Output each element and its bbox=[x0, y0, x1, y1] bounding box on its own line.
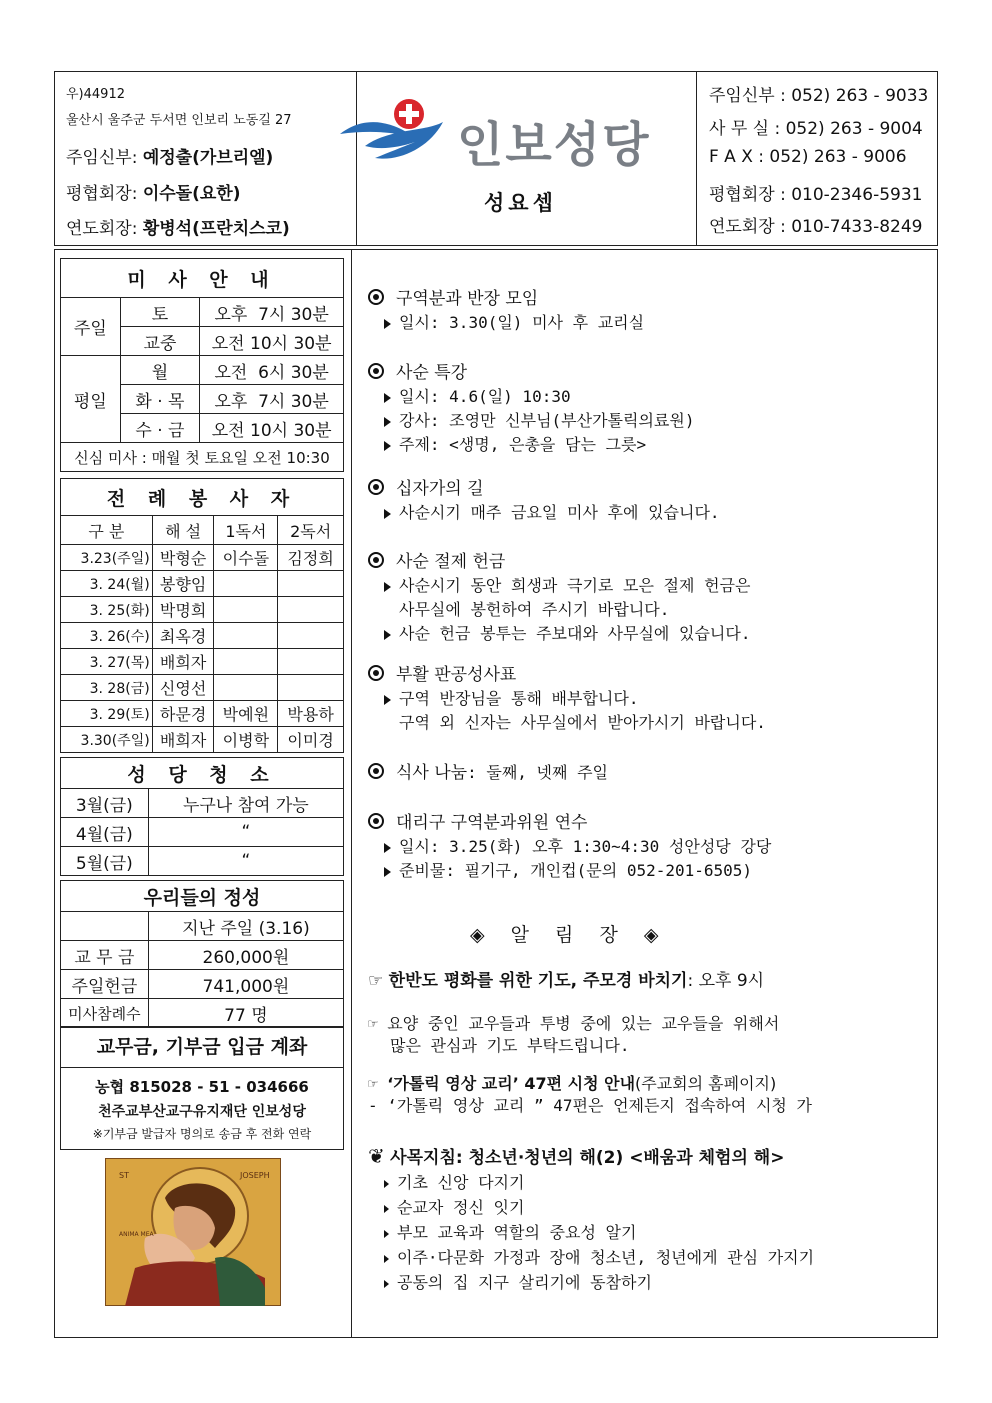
pastoral-title-row bbox=[368, 1143, 784, 1168]
pointing-hand-icon: ☞ bbox=[368, 971, 384, 991]
contact-council: 평협회장 : 010-2346-5931 bbox=[709, 185, 923, 205]
bullseye-icon bbox=[368, 813, 384, 829]
offering-label: 미사참례수 bbox=[61, 999, 149, 1028]
notice-line bbox=[384, 432, 646, 455]
notice-line-text: 사무실에 봉헌하여 주시기 바랍니다. bbox=[399, 600, 670, 619]
notice-line bbox=[384, 500, 720, 523]
st-joseph-icon-image bbox=[105, 1158, 281, 1306]
liturgy-date: 3. 24(월) bbox=[61, 571, 153, 597]
account-holder: 천주교부산교구유지재단 인보성당 bbox=[98, 1104, 306, 1120]
liturgy-person: 최옥경 bbox=[152, 623, 214, 649]
council-line bbox=[66, 179, 240, 204]
pastoral-item bbox=[384, 1220, 636, 1243]
icon-text-left: ST bbox=[119, 1171, 129, 1180]
triangle-bullet-icon bbox=[384, 509, 391, 519]
notice-line-text: 구역 반장님을 통해 배부합니다. bbox=[399, 689, 639, 708]
pastoral-item bbox=[384, 1170, 524, 1193]
liturgy-person: 신영선 bbox=[152, 675, 214, 701]
bullseye-icon bbox=[368, 479, 384, 495]
liturgy-header: 2독서 bbox=[278, 516, 344, 545]
liturgy-row bbox=[61, 597, 344, 623]
triangle-bullet-icon bbox=[384, 867, 391, 877]
liturgy-person: 이병학 bbox=[214, 727, 278, 753]
mass-time: 오전 10시 30분 bbox=[200, 414, 344, 443]
liturgy-date: 3. 28(금) bbox=[61, 675, 153, 701]
mass-sunday-label: 주일 bbox=[61, 298, 121, 356]
account-note: ※기부금 발급자 명의로 송금 후 전화 연락 bbox=[92, 1127, 312, 1141]
liturgy-date: 3. 29(토) bbox=[61, 701, 153, 727]
mass-day: 교중 bbox=[120, 327, 200, 356]
postal-code: 우)44912 bbox=[66, 87, 125, 102]
liturgy-person bbox=[214, 649, 278, 675]
youth-line bbox=[66, 214, 290, 239]
icon-text-side: ANIMA MEA bbox=[119, 1231, 154, 1238]
liturgy-date: 3. 26(수) bbox=[61, 623, 153, 649]
offering-period: 지난 주일 (3.16) bbox=[148, 912, 343, 941]
liturgy-person: 봉향임 bbox=[152, 571, 214, 597]
notice-line bbox=[399, 710, 766, 733]
notice-line bbox=[384, 384, 571, 407]
address: 울산시 울주군 두서면 인보리 노동길 27 bbox=[66, 113, 292, 128]
pastoral-item bbox=[384, 1270, 652, 1293]
board-item-rest: : 오후 9시 bbox=[687, 971, 765, 991]
board-item-rest: (주교회의 홈페이지) bbox=[635, 1074, 777, 1093]
cleaning-month: 5월(금) bbox=[61, 847, 149, 876]
notice-line bbox=[384, 573, 750, 596]
liturgy-person: 이미경 bbox=[278, 727, 344, 753]
contact-fax: F A X : 052) 263 - 9006 bbox=[709, 147, 907, 167]
contact-pastor: 주임신부 : 052) 263 - 9033 bbox=[709, 86, 929, 106]
triangle-bullet-icon bbox=[384, 695, 391, 705]
contact-youth: 연도회장 : 010-7433-8249 bbox=[709, 217, 923, 237]
offering-label: 주일헌금 bbox=[61, 970, 149, 999]
notice-line-text: 일시: 3.25(화) 오후 1:30~4:30 성안성당 강당 bbox=[399, 837, 772, 856]
liturgy-table bbox=[60, 478, 344, 753]
notice-line-text: 사순시기 동안 희생과 극기로 모은 절제 헌금은 bbox=[399, 576, 751, 595]
mass-weekday-label: 평일 bbox=[61, 356, 121, 443]
bullseye-icon bbox=[368, 363, 384, 379]
triangle-bullet-icon bbox=[384, 1255, 389, 1263]
pastoral-item-text: 이주·다문화 가정과 장애 청소년, 청년에게 관심 가지기 bbox=[397, 1248, 815, 1267]
liturgy-row bbox=[61, 675, 344, 701]
pastoral-item-text: 부모 교육과 역할의 중요성 알기 bbox=[397, 1223, 637, 1242]
week-title: 성요셉 bbox=[484, 191, 557, 215]
notice-title: 십자가의 길 bbox=[396, 479, 484, 499]
liturgy-person: 박예원 bbox=[214, 701, 278, 727]
mass-day: 월 bbox=[120, 356, 200, 385]
account-title: 교무금, 기부금 입금 계좌 bbox=[61, 1027, 343, 1068]
board-item-3 bbox=[368, 1073, 812, 1117]
board-item-1 bbox=[368, 966, 764, 991]
bullseye-icon bbox=[368, 665, 384, 681]
notice-line bbox=[384, 408, 694, 431]
board-item-bold: 한반도 평화를 위한 기도, 주모경 바치기 bbox=[388, 971, 688, 991]
notice-line bbox=[384, 858, 752, 881]
cleaning-month: 4월(금) bbox=[61, 818, 149, 847]
notice-title: 구역분과 반장 모임 bbox=[396, 289, 539, 309]
notice-line-text: 강사: 조영만 신부님(부산가톨릭의료원) bbox=[399, 411, 695, 430]
mass-day: 화 · 목 bbox=[120, 385, 200, 414]
mass-day: 토 bbox=[120, 298, 200, 327]
mass-time: 오전 6시 30분 bbox=[200, 356, 344, 385]
offering-title: 우리들의 정성 bbox=[61, 881, 344, 912]
account-box bbox=[60, 1026, 344, 1150]
liturgy-person: 김정희 bbox=[278, 545, 344, 571]
notice-line bbox=[384, 686, 638, 709]
pointing-hand-icon: ☞ bbox=[368, 1074, 378, 1093]
offering-value: 77 명 bbox=[148, 999, 343, 1028]
mass-time: 오후 7시 30분 bbox=[200, 298, 344, 327]
notice-line-text: 구역 외 신자는 사무실에서 받아가시기 바랍니다. bbox=[399, 713, 766, 732]
triangle-bullet-icon bbox=[384, 582, 391, 592]
liturgy-person: 하문경 bbox=[152, 701, 214, 727]
liturgy-row bbox=[61, 571, 344, 597]
triangle-bullet-icon bbox=[384, 630, 391, 640]
mass-time: 오전 10시 30분 bbox=[200, 327, 344, 356]
triangle-bullet-icon bbox=[384, 319, 391, 329]
church-name: 인보성당 bbox=[457, 117, 651, 173]
notice-line bbox=[384, 621, 750, 644]
account-number: 농협 815028 - 51 - 034666 bbox=[95, 1078, 309, 1096]
notice-title-row bbox=[368, 758, 608, 783]
liturgy-person bbox=[278, 571, 344, 597]
pastoral-title: 사목지침: 청소년·청년의 해(2) <배움과 체험의 해> bbox=[390, 1148, 785, 1168]
offering-value: 260,000원 bbox=[148, 941, 343, 970]
contact-list bbox=[697, 71, 937, 246]
triangle-bullet-icon bbox=[384, 1230, 389, 1238]
liturgy-person: 배희자 bbox=[152, 649, 214, 675]
flourish-icon: ❦ bbox=[368, 1144, 385, 1168]
triangle-bullet-icon bbox=[384, 1280, 389, 1288]
pastoral-item bbox=[384, 1245, 814, 1268]
liturgy-row bbox=[61, 623, 344, 649]
notice-title: 대리구 구역분과위원 연수 bbox=[396, 813, 588, 833]
liturgy-row bbox=[61, 545, 344, 571]
notice-title: 부활 판공성사표 bbox=[396, 665, 517, 685]
triangle-bullet-icon bbox=[384, 1180, 389, 1188]
liturgy-person: 이수돌 bbox=[214, 545, 278, 571]
liturgy-row bbox=[61, 727, 344, 753]
cleaning-note: 누구나 참여 가능 bbox=[148, 789, 343, 818]
liturgy-person bbox=[278, 623, 344, 649]
youth-label: 연도회장: bbox=[66, 219, 138, 239]
notice-line bbox=[384, 834, 771, 857]
icon-text-right: JOSEPH bbox=[240, 1171, 270, 1180]
pointing-hand-icon: ☞ bbox=[368, 1014, 378, 1033]
board-item-bold: ‘가톨릭 영상 교리’ 47편 시청 안내 bbox=[387, 1074, 636, 1093]
liturgy-date: 3. 27(목) bbox=[61, 649, 153, 675]
triangle-bullet-icon bbox=[384, 1205, 389, 1213]
council-name: 이수돌(요한) bbox=[142, 184, 241, 204]
liturgy-person: 배희자 bbox=[152, 727, 214, 753]
header-info bbox=[54, 71, 356, 246]
cleaning-note: “ bbox=[148, 847, 343, 876]
liturgy-person bbox=[278, 597, 344, 623]
liturgy-header: 구 분 bbox=[61, 516, 153, 545]
liturgy-header: 1독서 bbox=[214, 516, 278, 545]
liturgy-person: 박명희 bbox=[152, 597, 214, 623]
notice-line-text: 일시: 4.6(일) 10:30 bbox=[399, 387, 571, 406]
offering-table bbox=[60, 880, 344, 1028]
bullseye-icon bbox=[368, 552, 384, 568]
notice-line-text: 준비물: 필기구, 개인컵(문의 052-201-6505) bbox=[399, 861, 753, 880]
notice-title-row bbox=[368, 474, 484, 499]
notice-line-text: 주제: <생명, 은총을 담는 그릇> bbox=[399, 435, 647, 454]
triangle-bullet-icon bbox=[384, 393, 391, 403]
notice-line-text: 사순시기 매주 금요일 미사 후에 있습니다. bbox=[399, 503, 720, 522]
offering-value: 741,000원 bbox=[148, 970, 343, 999]
church-logo-icon bbox=[335, 92, 455, 172]
pastor-name: 예정출(가브리엘) bbox=[142, 148, 274, 168]
liturgy-person bbox=[214, 597, 278, 623]
mass-day: 수 · 금 bbox=[120, 414, 200, 443]
liturgy-person bbox=[214, 623, 278, 649]
liturgy-date: 3.23(주일) bbox=[61, 545, 153, 571]
liturgy-header-row bbox=[61, 516, 344, 545]
board-title: ◈ 알 림 장 ◈ bbox=[470, 924, 669, 946]
contact-office: 사 무 실 : 052) 263 - 9004 bbox=[709, 119, 923, 139]
mass-table bbox=[60, 258, 344, 472]
notice-title-row bbox=[368, 808, 587, 833]
liturgy-person: 박형순 bbox=[152, 545, 214, 571]
notice-line-text: 일시: 3.30(일) 미사 후 교리실 bbox=[399, 313, 645, 332]
mass-time: 오후 7시 30분 bbox=[200, 385, 344, 414]
council-label: 평협회장: bbox=[66, 184, 138, 204]
bullseye-icon bbox=[368, 763, 384, 779]
liturgy-person bbox=[214, 675, 278, 701]
notice-title-row bbox=[368, 284, 538, 309]
cleaning-table bbox=[60, 757, 344, 876]
pastoral-item bbox=[384, 1195, 524, 1218]
liturgy-title: 전 례 봉 사 자 bbox=[61, 479, 344, 516]
mass-note: 신심 미사 : 매월 첫 토요일 오전 10:30 bbox=[61, 443, 344, 472]
cleaning-month: 3월(금) bbox=[61, 789, 149, 818]
notice-title: 사순 절제 헌금 bbox=[396, 552, 506, 572]
notice-title-row bbox=[368, 660, 516, 685]
board-item-line: 요양 중인 교우들과 투병 중에 있는 교우들을 위해서 bbox=[387, 1014, 780, 1033]
liturgy-date: 3.30(주일) bbox=[61, 727, 153, 753]
notice-title-row bbox=[368, 547, 505, 572]
notice-line-text: 사순 헌금 봉투는 주보대와 사무실에 있습니다. bbox=[399, 624, 751, 643]
triangle-bullet-icon bbox=[384, 441, 391, 451]
youth-name: 황병석(프란치스코) bbox=[142, 219, 290, 239]
triangle-bullet-icon bbox=[384, 843, 391, 853]
pastor-line bbox=[66, 143, 273, 168]
liturgy-person bbox=[278, 675, 344, 701]
notice-title: 식사 나눔 bbox=[396, 763, 468, 783]
liturgy-header: 해 설 bbox=[152, 516, 214, 545]
notice-line bbox=[399, 597, 669, 620]
offering-label: 교 무 금 bbox=[61, 941, 149, 970]
pastor-label: 주임신부: bbox=[66, 148, 138, 168]
liturgy-person: 박용하 bbox=[278, 701, 344, 727]
body-divider bbox=[351, 249, 352, 1338]
bullseye-icon bbox=[368, 289, 384, 305]
notice-title-suffix: : 둘째, 넷째 주일 bbox=[467, 763, 608, 782]
notice-line bbox=[384, 310, 644, 333]
liturgy-row bbox=[61, 701, 344, 727]
liturgy-person bbox=[278, 649, 344, 675]
triangle-bullet-icon bbox=[384, 417, 391, 427]
pastoral-item-text: 순교자 정신 잇기 bbox=[397, 1198, 525, 1217]
board-item-line: 많은 관심과 기도 부탁드립니다. bbox=[390, 1036, 630, 1055]
cleaning-note: “ bbox=[148, 818, 343, 847]
notice-title-row bbox=[368, 358, 467, 383]
liturgy-row bbox=[61, 649, 344, 675]
board-item-2 bbox=[368, 1013, 779, 1057]
mass-title: 미 사 안 내 bbox=[61, 259, 344, 298]
pastoral-item-text: 기초 신앙 다지기 bbox=[397, 1173, 525, 1192]
cleaning-title: 성 당 청 소 bbox=[61, 758, 344, 789]
pastoral-item-text: 공동의 집 지구 살리기에 동참하기 bbox=[397, 1273, 652, 1292]
liturgy-person bbox=[214, 571, 278, 597]
liturgy-date: 3. 25(화) bbox=[61, 597, 153, 623]
board-item-line: - ‘가톨릭 영상 교리 ” 47편은 언제든지 접속하여 시청 가 bbox=[368, 1096, 812, 1115]
notice-title: 사순 특강 bbox=[396, 363, 468, 383]
